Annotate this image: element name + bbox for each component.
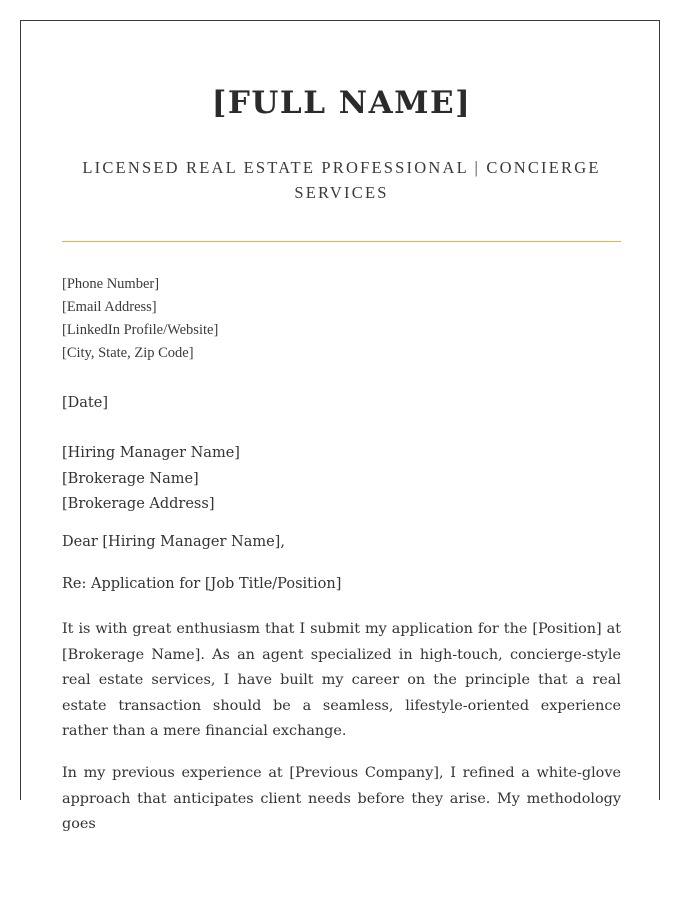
body-paragraph-1: It is with great enthusiasm that I submit my application for the [Position] at [Brokerage Name]. As an agent specialized in high-touch, concierge-style real estate services, I have built my career on the principle that a real estate transaction should be a seamless, lifestyle-oriented experience rather than a mere financial exchange. xyxy=(62,621,621,739)
contact-location: [City, State, Zip Code] xyxy=(62,345,194,361)
body-paragraph-2: In my previous experience at [Previous Company], I refined a white-glove approach that anticipates client needs before they arise. My methodology goes xyxy=(62,765,621,832)
recipient-block xyxy=(62,441,240,518)
recipient-manager: [Hiring Manager Name] xyxy=(62,445,240,461)
contact-block xyxy=(62,273,218,365)
header-divider xyxy=(62,241,621,242)
contact-phone: [Phone Number] xyxy=(62,276,160,292)
recipient-brokerage: [Brokerage Name] xyxy=(62,470,199,487)
letter-page xyxy=(20,20,660,832)
recipient-address: [Brokerage Address] xyxy=(62,496,215,512)
contact-email: [Email Address] xyxy=(62,299,157,315)
letter-date: [Date] xyxy=(62,395,108,411)
full-name-heading: [FULL NAME] xyxy=(211,85,472,121)
subject-line: Re: Application for [Job Title/Position] xyxy=(62,576,342,592)
contact-linkedin: [LinkedIn Profile/Website] xyxy=(62,322,219,338)
salutation: Dear [Hiring Manager Name], xyxy=(62,534,285,550)
professional-tagline: LICENSED REAL ESTATE PROFESSIONAL | CONCIERGE SERVICES xyxy=(82,158,601,202)
